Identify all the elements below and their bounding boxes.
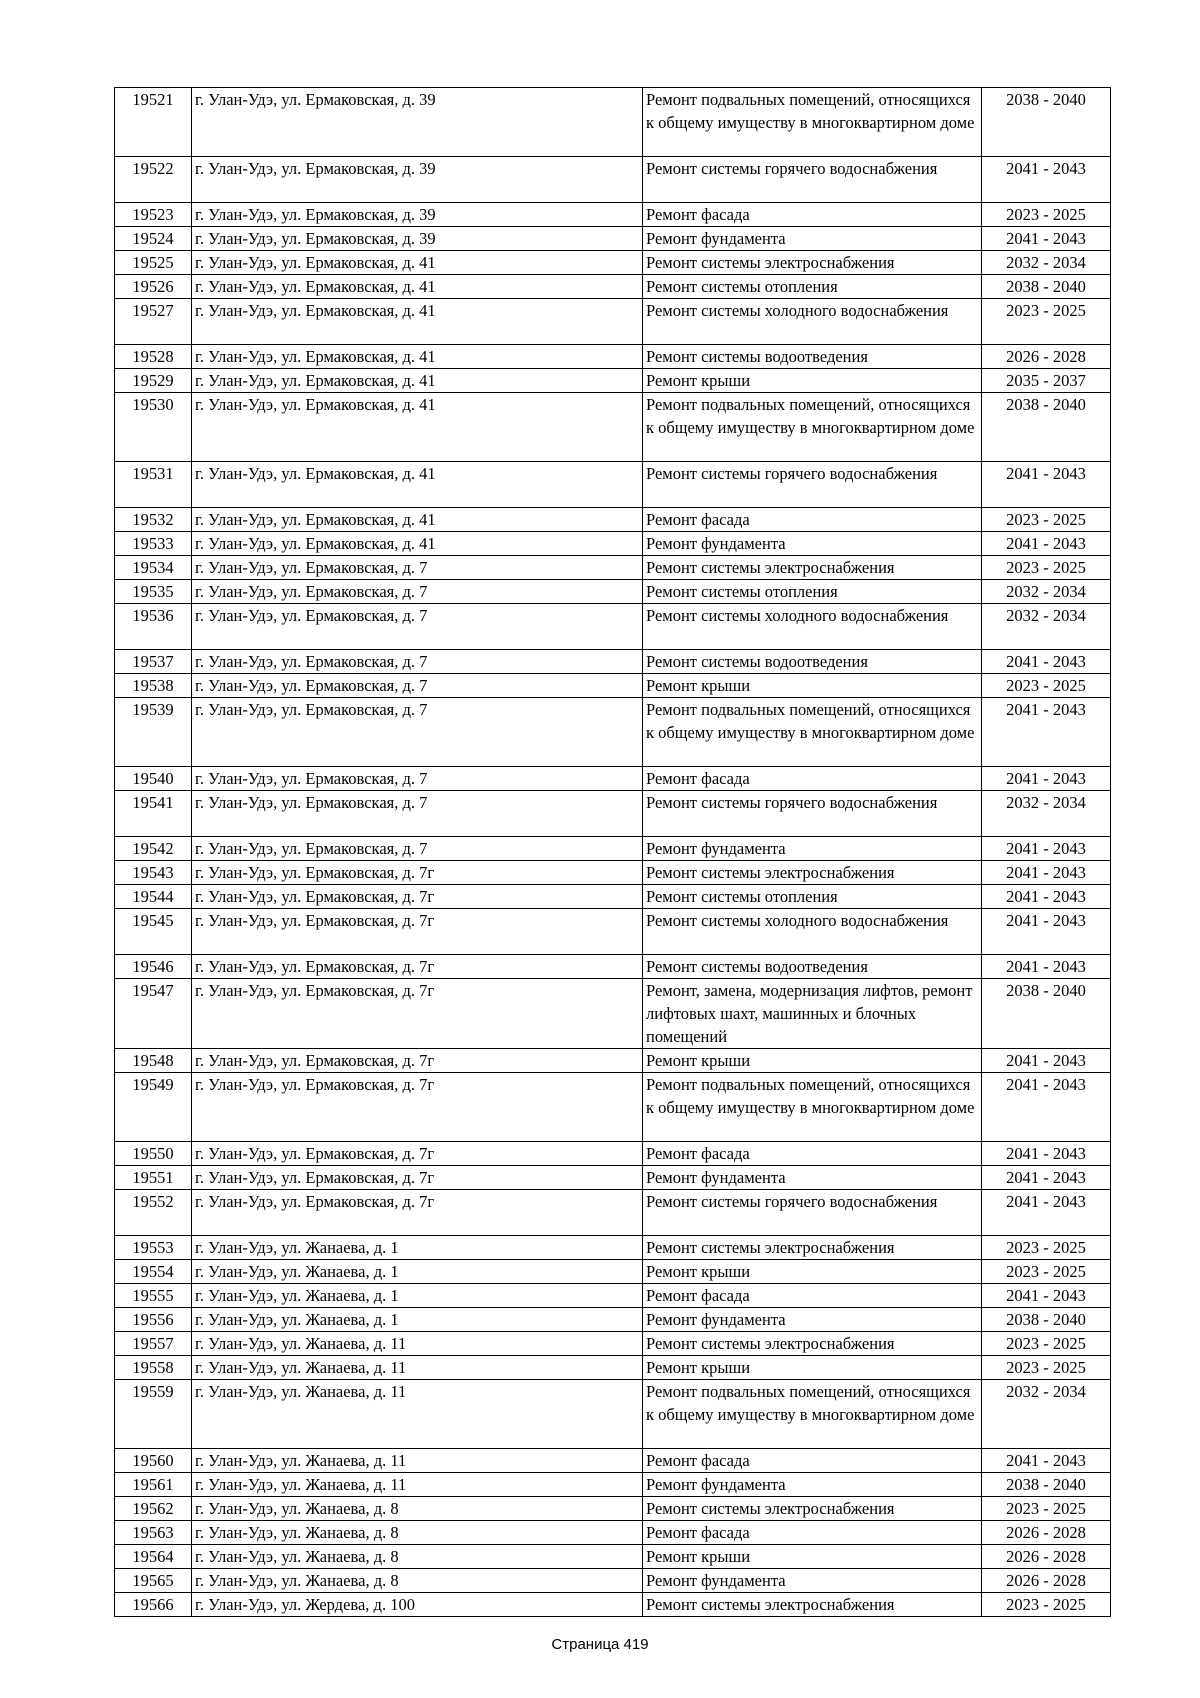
repair-schedule-table [114,87,1111,1617]
period-cell: 2041 - 2043 [982,885,1111,909]
work-type-cell: Ремонт фундамента [643,1473,982,1497]
row-number-cell: 19566 [115,1593,192,1617]
page-number: Страница 419 [551,1636,649,1653]
period-cell: 2038 - 2040 [982,1308,1111,1332]
table-row [115,861,1111,885]
table-row [115,674,1111,698]
row-number-cell: 19546 [115,955,192,979]
table-row [115,393,1111,462]
period-cell: 2041 - 2043 [982,532,1111,556]
table-row [115,909,1111,955]
work-type-cell: Ремонт системы электроснабжения [643,1236,982,1260]
address-cell: г. Улан-Удэ, ул. Жанаева, д. 1 [192,1260,643,1284]
work-type-cell: Ремонт системы электроснабжения [643,1332,982,1356]
row-number-cell: 19550 [115,1142,192,1166]
table-row [115,203,1111,227]
row-number-cell: 19538 [115,674,192,698]
period-cell: 2038 - 2040 [982,275,1111,299]
period-cell: 2023 - 2025 [982,1260,1111,1284]
row-number-cell: 19547 [115,979,192,1049]
period-cell: 2041 - 2043 [982,837,1111,861]
table-row [115,767,1111,791]
address-cell: г. Улан-Удэ, ул. Ермаковская, д. 39 [192,203,643,227]
work-type-cell: Ремонт крыши [643,674,982,698]
table-row [115,1593,1111,1617]
address-cell: г. Улан-Удэ, ул. Ермаковская, д. 41 [192,251,643,275]
work-type-cell: Ремонт системы холодного водоснабжения [643,604,982,650]
work-type-cell: Ремонт системы водоотведения [643,650,982,674]
row-number-cell: 19542 [115,837,192,861]
table-row [115,508,1111,532]
table-row [115,1545,1111,1569]
work-type-cell: Ремонт подвальных помещений, относящихся к общему имуществу в многоквартирном доме [643,1380,982,1449]
row-number-cell: 19559 [115,1380,192,1449]
period-cell: 2023 - 2025 [982,508,1111,532]
period-cell: 2026 - 2028 [982,1545,1111,1569]
address-cell: г. Улан-Удэ, ул. Жердева, д. 100 [192,1593,643,1617]
address-cell: г. Улан-Удэ, ул. Ермаковская, д. 7 [192,604,643,650]
work-type-cell: Ремонт системы электроснабжения [643,251,982,275]
period-cell: 2041 - 2043 [982,767,1111,791]
address-cell: г. Улан-Удэ, ул. Ермаковская, д. 7 [192,556,643,580]
row-number-cell: 19531 [115,462,192,508]
table-row [115,1190,1111,1236]
table-row [115,369,1111,393]
table-row [115,698,1111,767]
row-number-cell: 19553 [115,1236,192,1260]
address-cell: г. Улан-Удэ, ул. Ермаковская, д. 41 [192,393,643,462]
work-type-cell: Ремонт фундамента [643,532,982,556]
table-row [115,556,1111,580]
work-type-cell: Ремонт фундамента [643,1569,982,1593]
row-number-cell: 19532 [115,508,192,532]
period-cell: 2032 - 2034 [982,580,1111,604]
period-cell: 2023 - 2025 [982,556,1111,580]
period-cell: 2023 - 2025 [982,299,1111,345]
table-row [115,791,1111,837]
work-type-cell: Ремонт подвальных помещений, относящихся к общему имуществу в многоквартирном доме [643,88,982,157]
address-cell: г. Улан-Удэ, ул. Жанаева, д. 1 [192,1284,643,1308]
row-number-cell: 19521 [115,88,192,157]
address-cell: г. Улан-Удэ, ул. Жанаева, д. 8 [192,1497,643,1521]
table-row [115,1260,1111,1284]
table-row [115,1332,1111,1356]
address-cell: г. Улан-Удэ, ул. Ермаковская, д. 7г [192,955,643,979]
work-type-cell: Ремонт системы электроснабжения [643,556,982,580]
address-cell: г. Улан-Удэ, ул. Ермаковская, д. 7г [192,1073,643,1142]
table-row [115,604,1111,650]
row-number-cell: 19534 [115,556,192,580]
row-number-cell: 19551 [115,1166,192,1190]
work-type-cell: Ремонт системы электроснабжения [643,861,982,885]
address-cell: г. Улан-Удэ, ул. Ермаковская, д. 41 [192,369,643,393]
work-type-cell: Ремонт фасада [643,1521,982,1545]
address-cell: г. Улан-Удэ, ул. Ермаковская, д. 39 [192,227,643,251]
work-type-cell: Ремонт подвальных помещений, относящихся к общему имуществу в многоквартирном доме [643,698,982,767]
table-row [115,1166,1111,1190]
address-cell: г. Улан-Удэ, ул. Ермаковская, д. 7г [192,1142,643,1166]
address-cell: г. Улан-Удэ, ул. Ермаковская, д. 7г [192,885,643,909]
address-cell: г. Улан-Удэ, ул. Жанаева, д. 8 [192,1521,643,1545]
work-type-cell: Ремонт системы холодного водоснабжения [643,909,982,955]
address-cell: г. Улан-Удэ, ул. Ермаковская, д. 39 [192,157,643,203]
table-row [115,88,1111,157]
period-cell: 2032 - 2034 [982,251,1111,275]
row-number-cell: 19563 [115,1521,192,1545]
address-cell: г. Улан-Удэ, ул. Жанаева, д. 11 [192,1332,643,1356]
address-cell: г. Улан-Удэ, ул. Ермаковская, д. 41 [192,462,643,508]
period-cell: 2032 - 2034 [982,1380,1111,1449]
table-row [115,275,1111,299]
table-row [115,1473,1111,1497]
table-row [115,1142,1111,1166]
work-type-cell: Ремонт системы электроснабжения [643,1497,982,1521]
row-number-cell: 19552 [115,1190,192,1236]
address-cell: г. Улан-Удэ, ул. Ермаковская, д. 7г [192,979,643,1049]
address-cell: г. Улан-Удэ, ул. Жанаева, д. 8 [192,1545,643,1569]
row-number-cell: 19564 [115,1545,192,1569]
address-cell: г. Улан-Удэ, ул. Жанаева, д. 1 [192,1236,643,1260]
period-cell: 2041 - 2043 [982,1190,1111,1236]
work-type-cell: Ремонт системы отопления [643,275,982,299]
address-cell: г. Улан-Удэ, ул. Ермаковская, д. 7 [192,767,643,791]
period-cell: 2038 - 2040 [982,88,1111,157]
work-type-cell: Ремонт фасада [643,203,982,227]
row-number-cell: 19523 [115,203,192,227]
table-row [115,227,1111,251]
address-cell: г. Улан-Удэ, ул. Ермаковская, д. 41 [192,532,643,556]
row-number-cell: 19522 [115,157,192,203]
period-cell: 2032 - 2034 [982,791,1111,837]
work-type-cell: Ремонт крыши [643,369,982,393]
work-type-cell: Ремонт системы отопления [643,885,982,909]
period-cell: 2041 - 2043 [982,698,1111,767]
table-row [115,1356,1111,1380]
row-number-cell: 19530 [115,393,192,462]
row-number-cell: 19529 [115,369,192,393]
row-number-cell: 19548 [115,1049,192,1073]
address-cell: г. Улан-Удэ, ул. Ермаковская, д. 7г [192,1049,643,1073]
work-type-cell: Ремонт системы горячего водоснабжения [643,157,982,203]
row-number-cell: 19540 [115,767,192,791]
address-cell: г. Улан-Удэ, ул. Ермаковская, д. 41 [192,275,643,299]
work-type-cell: Ремонт системы водоотведения [643,955,982,979]
address-cell: г. Улан-Удэ, ул. Жанаева, д. 1 [192,1308,643,1332]
table-row [115,299,1111,345]
row-number-cell: 19537 [115,650,192,674]
row-number-cell: 19549 [115,1073,192,1142]
period-cell: 2035 - 2037 [982,369,1111,393]
work-type-cell: Ремонт фундамента [643,837,982,861]
period-cell: 2026 - 2028 [982,345,1111,369]
row-number-cell: 19543 [115,861,192,885]
address-cell: г. Улан-Удэ, ул. Жанаева, д. 11 [192,1356,643,1380]
table-row [115,1497,1111,1521]
row-number-cell: 19556 [115,1308,192,1332]
address-cell: г. Улан-Удэ, ул. Ермаковская, д. 7г [192,1166,643,1190]
table-row [115,345,1111,369]
row-number-cell: 19525 [115,251,192,275]
work-type-cell: Ремонт фасада [643,1142,982,1166]
table-row [115,1308,1111,1332]
table-row [115,955,1111,979]
table-row [115,1449,1111,1473]
table-row [115,251,1111,275]
work-type-cell: Ремонт крыши [643,1049,982,1073]
work-type-cell: Ремонт, замена, модернизация лифтов, ремонт лифтовых шахт, машинных и блочных помещений [643,979,982,1049]
work-type-cell: Ремонт крыши [643,1260,982,1284]
table-row [115,462,1111,508]
period-cell: 2023 - 2025 [982,1497,1111,1521]
work-type-cell: Ремонт фундамента [643,227,982,251]
table-row [115,1521,1111,1545]
period-cell: 2041 - 2043 [982,462,1111,508]
period-cell: 2041 - 2043 [982,227,1111,251]
work-type-cell: Ремонт фасада [643,767,982,791]
address-cell: г. Улан-Удэ, ул. Ермаковская, д. 39 [192,88,643,157]
row-number-cell: 19560 [115,1449,192,1473]
row-number-cell: 19541 [115,791,192,837]
table-row [115,1073,1111,1142]
table-row [115,837,1111,861]
work-type-cell: Ремонт крыши [643,1356,982,1380]
work-type-cell: Ремонт крыши [643,1545,982,1569]
table-row [115,979,1111,1049]
period-cell: 2041 - 2043 [982,955,1111,979]
work-type-cell: Ремонт фасада [643,1449,982,1473]
address-cell: г. Улан-Удэ, ул. Ермаковская, д. 7 [192,698,643,767]
period-cell: 2041 - 2043 [982,909,1111,955]
period-cell: 2041 - 2043 [982,1142,1111,1166]
row-number-cell: 19544 [115,885,192,909]
row-number-cell: 19524 [115,227,192,251]
address-cell: г. Улан-Удэ, ул. Жанаева, д. 11 [192,1473,643,1497]
table-row [115,885,1111,909]
period-cell: 2038 - 2040 [982,393,1111,462]
address-cell: г. Улан-Удэ, ул. Жанаева, д. 11 [192,1380,643,1449]
work-type-cell: Ремонт системы холодного водоснабжения [643,299,982,345]
table-row [115,1049,1111,1073]
work-type-cell: Ремонт подвальных помещений, относящихся к общему имуществу в многоквартирном доме [643,1073,982,1142]
period-cell: 2023 - 2025 [982,1332,1111,1356]
row-number-cell: 19539 [115,698,192,767]
address-cell: г. Улан-Удэ, ул. Ермаковская, д. 41 [192,508,643,532]
table-row [115,157,1111,203]
period-cell: 2038 - 2040 [982,979,1111,1049]
period-cell: 2041 - 2043 [982,1449,1111,1473]
row-number-cell: 19545 [115,909,192,955]
row-number-cell: 19558 [115,1356,192,1380]
work-type-cell: Ремонт фундамента [643,1308,982,1332]
table-row [115,1284,1111,1308]
row-number-cell: 19533 [115,532,192,556]
table-row [115,650,1111,674]
period-cell: 2041 - 2043 [982,650,1111,674]
address-cell: г. Улан-Удэ, ул. Ермаковская, д. 41 [192,299,643,345]
period-cell: 2026 - 2028 [982,1569,1111,1593]
row-number-cell: 19554 [115,1260,192,1284]
address-cell: г. Улан-Удэ, ул. Ермаковская, д. 7 [192,837,643,861]
period-cell: 2041 - 2043 [982,1073,1111,1142]
address-cell: г. Улан-Удэ, ул. Ермаковская, д. 7г [192,1190,643,1236]
work-type-cell: Ремонт системы электроснабжения [643,1593,982,1617]
period-cell: 2023 - 2025 [982,674,1111,698]
period-cell: 2041 - 2043 [982,861,1111,885]
row-number-cell: 19565 [115,1569,192,1593]
table-body [115,88,1111,1617]
table-row [115,1380,1111,1449]
work-type-cell: Ремонт фасада [643,1284,982,1308]
work-type-cell: Ремонт системы водоотведения [643,345,982,369]
period-cell: 2041 - 2043 [982,1049,1111,1073]
work-type-cell: Ремонт системы горячего водоснабжения [643,1190,982,1236]
address-cell: г. Улан-Удэ, ул. Ермаковская, д. 7 [192,791,643,837]
row-number-cell: 19528 [115,345,192,369]
row-number-cell: 19562 [115,1497,192,1521]
row-number-cell: 19555 [115,1284,192,1308]
row-number-cell: 19557 [115,1332,192,1356]
period-cell: 2023 - 2025 [982,1593,1111,1617]
work-type-cell: Ремонт системы горячего водоснабжения [643,791,982,837]
table-row [115,532,1111,556]
period-cell: 2038 - 2040 [982,1473,1111,1497]
row-number-cell: 19526 [115,275,192,299]
work-type-cell: Ремонт фундамента [643,1166,982,1190]
table-row [115,1236,1111,1260]
work-type-cell: Ремонт системы отопления [643,580,982,604]
period-cell: 2041 - 2043 [982,1166,1111,1190]
row-number-cell: 19527 [115,299,192,345]
address-cell: г. Улан-Удэ, ул. Жанаева, д. 11 [192,1449,643,1473]
table-row [115,1569,1111,1593]
address-cell: г. Улан-Удэ, ул. Ермаковская, д. 7 [192,650,643,674]
work-type-cell: Ремонт системы горячего водоснабжения [643,462,982,508]
period-cell: 2041 - 2043 [982,157,1111,203]
address-cell: г. Улан-Удэ, ул. Ермаковская, д. 7 [192,674,643,698]
document-page [114,87,1110,1617]
address-cell: г. Улан-Удэ, ул. Ермаковская, д. 7г [192,909,643,955]
period-cell: 2026 - 2028 [982,1521,1111,1545]
row-number-cell: 19535 [115,580,192,604]
period-cell: 2023 - 2025 [982,1356,1111,1380]
work-type-cell: Ремонт подвальных помещений, относящихся к общему имуществу в многоквартирном доме [643,393,982,462]
address-cell: г. Улан-Удэ, ул. Ермаковская, д. 7г [192,861,643,885]
address-cell: г. Улан-Удэ, ул. Ермаковская, д. 7 [192,580,643,604]
period-cell: 2023 - 2025 [982,203,1111,227]
address-cell: г. Улан-Удэ, ул. Ермаковская, д. 41 [192,345,643,369]
row-number-cell: 19536 [115,604,192,650]
address-cell: г. Улан-Удэ, ул. Жанаева, д. 8 [192,1569,643,1593]
work-type-cell: Ремонт фасада [643,508,982,532]
row-number-cell: 19561 [115,1473,192,1497]
period-cell: 2041 - 2043 [982,1284,1111,1308]
table-row [115,580,1111,604]
period-cell: 2032 - 2034 [982,604,1111,650]
period-cell: 2023 - 2025 [982,1236,1111,1260]
